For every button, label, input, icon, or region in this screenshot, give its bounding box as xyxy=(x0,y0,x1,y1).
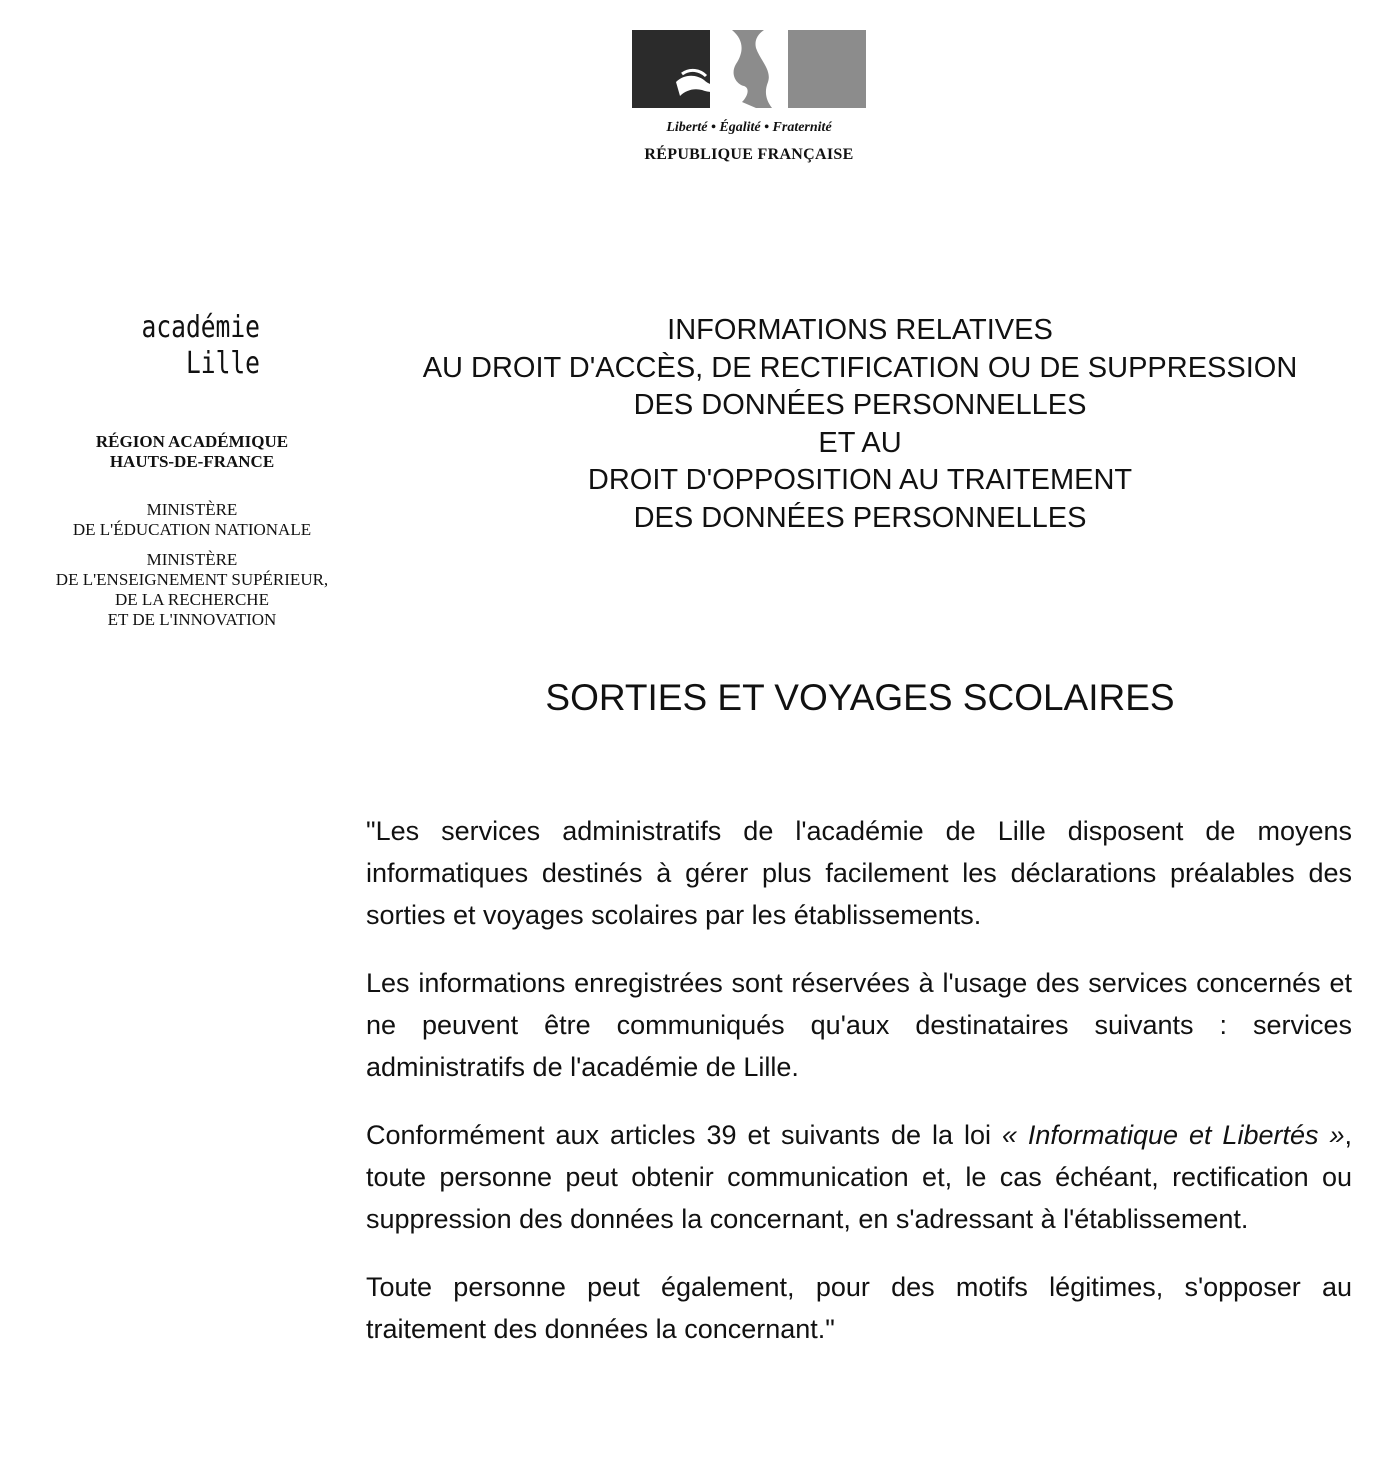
region-line: HAUTS-DE-FRANCE xyxy=(109,452,275,471)
paragraph-3-end: , toute personne peut obtenir communication et, le cas échéant, rectification ou suppression des données la concernant, en s'adressant à l'établissement. xyxy=(366,1120,1352,1234)
header-title xyxy=(360,312,1360,537)
ministry-line: ET DE L'INNOVATION xyxy=(107,610,277,629)
region-academique xyxy=(12,432,372,472)
document-title: SORTIES ET VOYAGES SCOLAIRES xyxy=(545,677,1175,718)
academie-logo-line: académie xyxy=(141,310,260,345)
republique-motto: Liberté • Égalité • Fraternité xyxy=(666,120,832,135)
lille-logo-line: Lille xyxy=(185,346,260,381)
header-title-line: DROIT D'OPPOSITION AU TRAITEMENT xyxy=(587,464,1133,496)
header-title-line: ET AU xyxy=(818,426,902,459)
header-title-line: DES DONNÉES PERSONNELLES xyxy=(633,389,1087,421)
paragraph-2: Les informations enregistrées sont réservées à l'usage des services concernés et ne peuvent être communiqués qu'aux destinataires suivants : services administratifs de l'académie de Lille. xyxy=(366,968,1352,1082)
law-name: « Informatique et Libertés » xyxy=(1001,1120,1345,1150)
ministry-line: MINISTÈRE xyxy=(146,550,238,569)
header-title-line: AU DROIT D'ACCÈS, DE RECTIFICATION OU DE SUPPRESSION xyxy=(422,351,1298,384)
body-text xyxy=(366,810,1352,1376)
ministere-education xyxy=(12,500,372,540)
paragraph-3 xyxy=(366,1114,1352,1240)
header-title-line: DES DONNÉES PERSONNELLES xyxy=(633,501,1087,534)
ministry-line: MINISTÈRE xyxy=(146,500,238,519)
marianne-emblem-icon xyxy=(632,30,866,110)
header-title-line: INFORMATIONS RELATIVES xyxy=(667,314,1053,346)
republique-name: RÉPUBLIQUE FRANÇAISE xyxy=(644,146,854,163)
region-line: RÉGION ACADÉMIQUE xyxy=(95,432,289,451)
ministere-enseignement-superieur xyxy=(12,550,372,630)
ministry-line: DE LA RECHERCHE xyxy=(115,590,269,609)
paragraph-4: Toute personne peut également, pour des motifs légitimes, s'opposer au traitement des données la concernant." xyxy=(366,1272,1352,1344)
ministry-line: DE L'ENSEIGNEMENT SUPÉRIEUR, xyxy=(55,570,329,589)
ministry-line: DE L'ÉDUCATION NATIONALE xyxy=(72,520,312,539)
republique-francaise-logo xyxy=(630,28,868,170)
paragraph-1: "Les services administratifs de l'académie de Lille disposent de moyens informatiques destinés à gérer plus facilement les déclarations préalables des sorties et voyages scolaires par les établissements. xyxy=(366,816,1352,930)
paragraph-3-start: Conformément aux articles 39 et suivants de la loi xyxy=(366,1120,1002,1150)
academie-lille-logo xyxy=(129,310,260,382)
